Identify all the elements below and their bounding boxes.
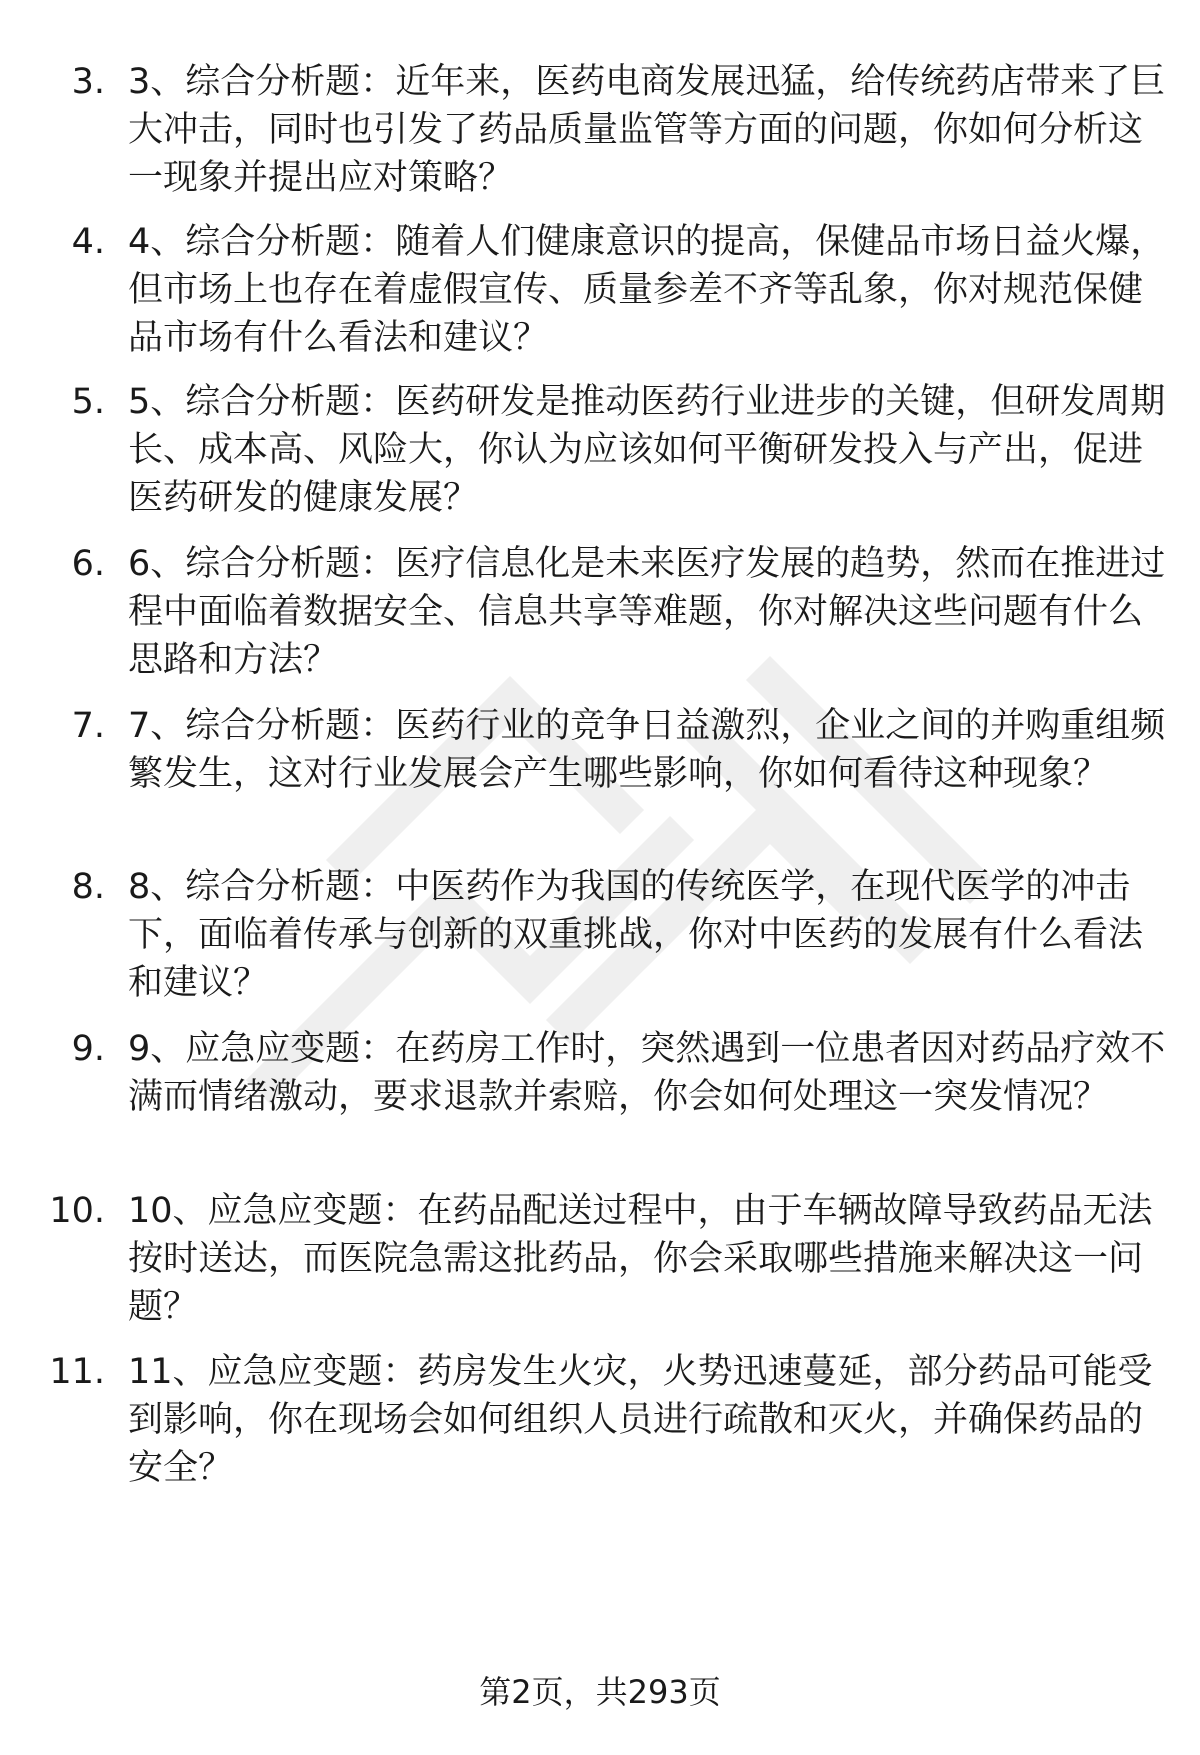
question-text: 11、应急应变题：药房发生火灾，火势迅速蔓延，部分药品可能受到影响，你在现场会如何组织人员进行疏散和灭火，并确保药品的安全？ — [128, 1352, 1153, 1488]
page-footer: 第2页，共293页 — [479, 1673, 721, 1711]
question-text: 5、综合分析题：医药研发是推动医药行业进步的关键，但研发周期长、成本高、风险大，你认为应该如何平衡研发投入与产出，促进医药研发的健康发展？ — [128, 382, 1166, 518]
question-text: 8、综合分析题：中医药作为我国的传统医学，在现代医学的冲击下，面临着传承与创新的双重挑战，你对中医药的发展有什么看法和建议？ — [128, 867, 1144, 1003]
question-number: 4. — [71, 222, 105, 262]
question-text: 10、应急应变题：在药品配送过程中，由于车辆故障导致药品无法按时送达，而医院急需这批药品，你会采取哪些措施来解决这一问题？ — [128, 1191, 1153, 1327]
question-number: 10. — [49, 1191, 105, 1231]
question-number: 3. — [71, 62, 105, 102]
question-number: 5. — [71, 382, 105, 422]
question-text: 7、综合分析题：医药行业的竞争日益激烈，企业之间的并购重组频繁发生，这对行业发展会产生哪些影响，你如何看待这种现象？ — [128, 706, 1166, 794]
question-text: 6、综合分析题：医疗信息化是未来医疗发展的趋势，然而在推进过程中面临着数据安全、信息共享等难题，你对解决这些问题有什么思路和方法？ — [128, 544, 1166, 680]
question-number: 7. — [71, 706, 105, 746]
question-text: 9、应急应变题：在药房工作时，突然遇到一位患者因对药品疗效不满而情绪激动，要求退款并索赔，你会如何处理这一突发情况？ — [128, 1029, 1166, 1117]
question-number: 6. — [71, 544, 105, 584]
question-number: 8. — [71, 867, 105, 907]
question-number: 11. — [49, 1352, 105, 1392]
question-text: 3、综合分析题：近年来，医药电商发展迅猛，给传统药店带来了巨大冲击，同时也引发了药品质量监管等方面的问题，你如何分析这一现象并提出应对策略？ — [128, 62, 1166, 198]
question-text: 4、综合分析题：随着人们健康意识的提高，保健品市场日益火爆，但市场上也存在着虚假宣传、质量参差不齐等乱象，你对规范保健品市场有什么看法和建议？ — [128, 222, 1166, 358]
question-number: 9. — [71, 1029, 105, 1069]
